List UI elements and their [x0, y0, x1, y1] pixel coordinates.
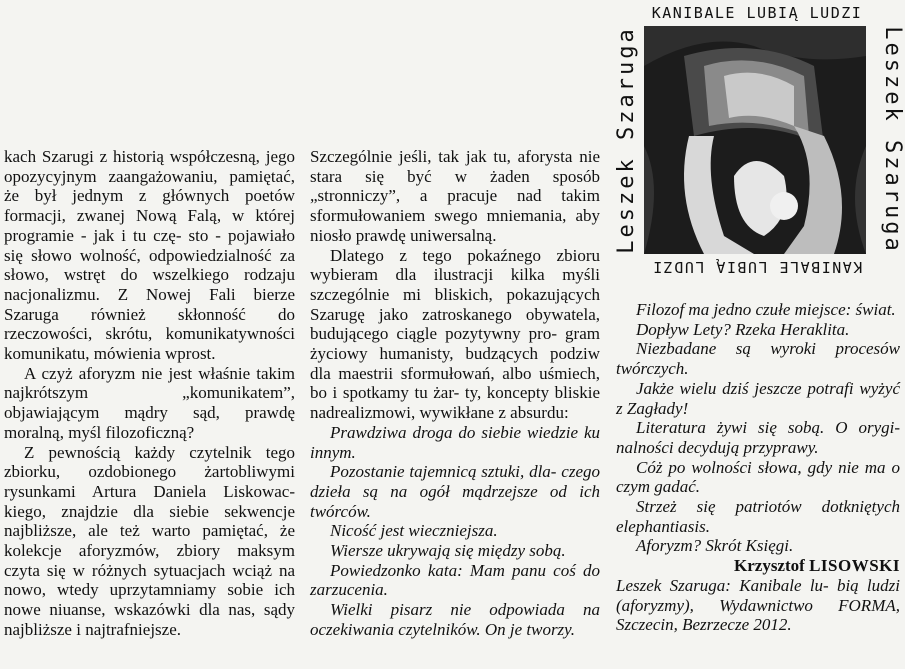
- cover-author-right: Leszek Szaruga: [880, 26, 905, 254]
- aphorism: Wiersze ukrywają się między sobą.: [330, 541, 566, 561]
- cover-author-left: Leszek Szaruga: [614, 26, 639, 254]
- paragraph: Szczególnie jeśli, tak jak tu, aforysta nie stara się być w żaden sposób „stronniczy”, a pracuje nad takim sformułowaniem swego mniemania, aby niosło prawdę uniwersalną.: [310, 147, 600, 245]
- paragraph: Z pewnością każdy czytelnik tego zbiorku, ozdobionego żartobliwymi rysunkami Artura Daniela Liskowac- kiego, znajdzie dla siebie sekwencje najbliższe, ale też warto pamiętać, że kolekcje aforyzmów, zbiory maksym czyta się w różnych sytuacjach wciąż na nowo, wtedy uprzytamniamy sobie ich nowe niuanse, wskazówki dla nas, sądy najbliższe i najtrafniejsze.: [4, 442, 295, 639]
- aphorism: Filozof ma jedno czułe miejsce: świat.: [636, 300, 896, 319]
- paragraph: Dlatego z tego pokaźnego zbioru wybieram dla ilustracji kilka myśli szczególnie mi bliskich, pokazujących Szarugę jako zatroskanego obywatela, budującego ciągle pozytywny pro- gram życiowy humanisty, budzących podziw dla maestrii sformułowań, albo uśmiech, bo i spotkamy tu żar- ty, koncepty bliskie nadrealizmowi, wywikłane z absurdu:: [310, 245, 600, 423]
- book-source: Leszek Szaruga: Kanibale lu- bią ludzi (aforyzmy), Wydawnictwo FORMA, Szczecin, Bezrzecze 2012.: [616, 575, 900, 635]
- column-3: [616, 300, 900, 635]
- aphorism: Cóż po wolności słowa, gdy nie ma o czym gadać.: [616, 457, 900, 497]
- aphorism: Literatura żywi się sobą. O orygi- nalności decydują przyprawy.: [616, 418, 900, 457]
- column-2: [310, 147, 600, 640]
- cover-illustration: [644, 26, 866, 254]
- signature-first-name: Krzysztof: [734, 556, 805, 576]
- paragraph: kach Szarugi z historią współczesną, jego opozycyjnym zaangażowaniu, pamiętać, że był jednym z głównych poetów formacji, zwanej Nową Falą, w której programie - jak i tu czę- sto - pojawiało się słowo wolność, odpowiedzialność za słowo, wstręt do wszelkiego rodzaju nacjonalizmu. Z Nowej Fali bierze Szaruga również skłonność do rzeczowości, skrótu, komunikatywności komunikatu, mówienia wprost.: [4, 147, 295, 364]
- aphorism: Nicość jest wieczniejsza.: [330, 521, 498, 541]
- author-signature: [616, 556, 900, 576]
- cover-title-top: KANIBALE LUBIĄ LUDZI: [651, 4, 863, 22]
- aphorism: Aforyzm? Skrót Księgi.: [636, 536, 794, 556]
- aphorism: Dopływ Lety? Rzeka Heraklita.: [636, 319, 850, 339]
- aphorism: Jakże wielu dziś jeszcze potrafi wyżyć z Zagłady!: [616, 378, 900, 418]
- aphorism: Niezbadane są wyroki procesów twórczych.: [616, 339, 900, 379]
- cover-title-bottom: KANIBALE LUBIĄ LUDZI: [651, 258, 863, 276]
- paragraph: A czyż aforyzm nie jest właśnie takim najkrótszym „komunikatem”, objawiającym mądry sąd, prawdę moralną, myśl filozoficzną?: [4, 363, 295, 442]
- cover-illustration-art: [644, 26, 866, 254]
- aphorism: Pozostanie tajemnicą sztuki, dla- czego dzieła są na ogół mądrzejsze od ich twórców.: [310, 462, 600, 521]
- signature-last-name: LISOWSKI: [809, 556, 900, 576]
- aphorism: Powiedzonko kata: Mam panu coś do zarzucenia.: [310, 560, 600, 600]
- column-1: [4, 147, 295, 640]
- aphorism: Prawdziwa droga do siebie wiedzie ku innym.: [310, 422, 600, 462]
- aphorism: Wielki pisarz nie odpowiada na oczekiwania czytelników. On je tworzy.: [310, 600, 600, 639]
- aphorism: Strzeż się patriotów dotkniętych elephantiasis.: [616, 497, 900, 536]
- book-cover: [610, 0, 905, 284]
